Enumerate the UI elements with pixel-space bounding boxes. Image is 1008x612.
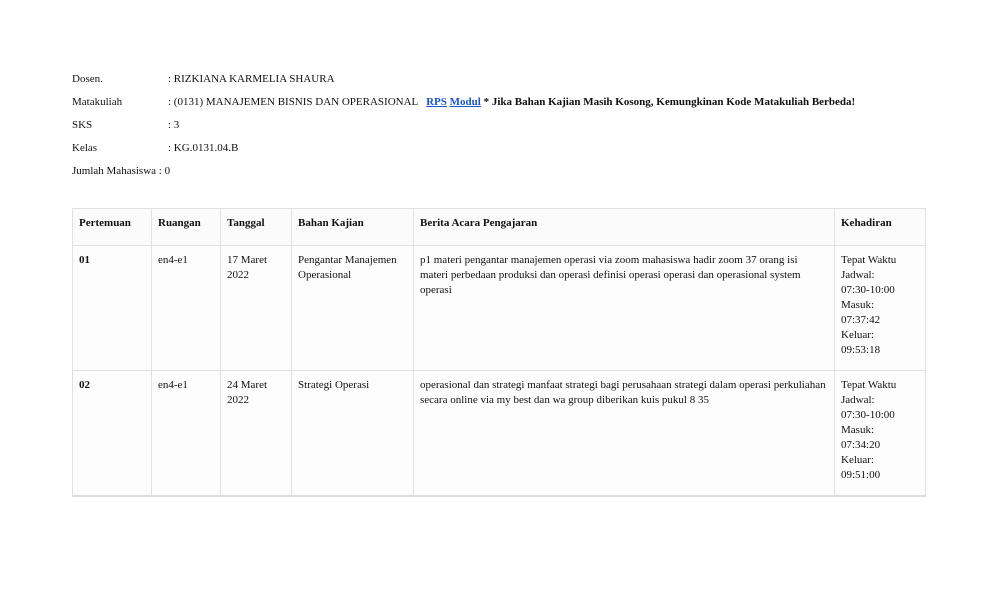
checkin-label: Masuk: bbox=[841, 299, 874, 311]
matakuliah-value: : (0131) MANAJEMEN BISNIS DAN OPERASIONAL bbox=[168, 96, 418, 108]
rps-link[interactable]: RPS bbox=[426, 96, 447, 108]
course-info bbox=[72, 71, 932, 186]
col-pertemuan: Pertemuan bbox=[73, 209, 152, 246]
cell-kehadiran bbox=[835, 371, 926, 497]
schedule-value: 07:30-10:00 bbox=[841, 284, 895, 296]
warning-note: * Jika Bahan Kajian Masih Kosong, Kemungkinan Kode Matakuliah Berbeda! bbox=[483, 96, 856, 108]
cell-berita-acara: operasional dan strategi manfaat strategi bagi perusahaan strategi dalam operasi perkuliahan secara online via my best dan wa group diberikan kuis pukul 8 35 bbox=[414, 371, 835, 497]
jumlah-row bbox=[72, 163, 932, 186]
schedule-label: Jadwal: bbox=[841, 269, 875, 281]
col-bahan-kajian: Bahan Kajian bbox=[292, 209, 414, 246]
matakuliah-row bbox=[72, 94, 932, 117]
cell-bahan-kajian: Strategi Operasi bbox=[292, 371, 414, 497]
cell-pertemuan: 02 bbox=[73, 371, 152, 497]
matakuliah-label: Matakuliah bbox=[72, 96, 123, 108]
cell-ruangan: en4-e1 bbox=[152, 371, 221, 497]
checkin-value: 07:37:42 bbox=[841, 314, 881, 326]
checkout-value: 09:51:00 bbox=[841, 469, 881, 481]
col-tanggal: Tanggal bbox=[221, 209, 292, 246]
cell-ruangan: en4-e1 bbox=[152, 246, 221, 371]
kelas-label: Kelas bbox=[72, 142, 98, 154]
modul-link[interactable]: Modul bbox=[449, 96, 481, 108]
attendance-status: Tepat Waktu bbox=[841, 254, 897, 266]
checkout-label: Keluar: bbox=[841, 329, 874, 341]
checkin-value: 07:34:20 bbox=[841, 439, 881, 451]
table-row bbox=[73, 371, 926, 497]
jumlah-value: : 0 bbox=[158, 165, 171, 177]
kelas-value: : KG.0131.04.B bbox=[168, 142, 239, 154]
cell-tanggal: 24 Maret 2022 bbox=[221, 371, 292, 497]
cell-bahan-kajian: Pengantar Manajemen Operasional bbox=[292, 246, 414, 371]
checkout-value: 09:53:18 bbox=[841, 344, 881, 356]
sks-row bbox=[72, 117, 932, 140]
kelas-row bbox=[72, 140, 932, 163]
dosen-label: Dosen. bbox=[72, 73, 103, 85]
dosen-row bbox=[72, 71, 932, 94]
jumlah-label: Jumlah Mahasiswa bbox=[72, 165, 157, 177]
checkin-label: Masuk: bbox=[841, 424, 874, 436]
dosen-value: : RIZKIANA KARMELIA SHAURA bbox=[168, 73, 335, 85]
table-header-row bbox=[73, 209, 926, 246]
cell-pertemuan: 01 bbox=[73, 246, 152, 371]
cell-kehadiran bbox=[835, 246, 926, 371]
attendance-status: Tepat Waktu bbox=[841, 379, 897, 391]
attendance-table-wrapper bbox=[72, 208, 925, 497]
schedule-value: 07:30-10:00 bbox=[841, 409, 895, 421]
checkout-label: Keluar: bbox=[841, 454, 874, 466]
col-kehadiran: Kehadiran bbox=[835, 209, 926, 246]
col-ruangan: Ruangan bbox=[152, 209, 221, 246]
sks-label: SKS bbox=[72, 119, 93, 131]
schedule-label: Jadwal: bbox=[841, 394, 875, 406]
cell-berita-acara: p1 materi pengantar manajemen operasi via zoom mahasiswa hadir zoom 37 orang isi materi perbedaan produksi dan operasi definisi operasi operasi dan operasional system operasi bbox=[414, 246, 835, 371]
cell-tanggal: 17 Maret 2022 bbox=[221, 246, 292, 371]
col-berita-acara: Berita Acara Pengajaran bbox=[414, 209, 835, 246]
attendance-table bbox=[72, 208, 926, 497]
table-row bbox=[73, 246, 926, 371]
sks-value: : 3 bbox=[168, 119, 180, 131]
